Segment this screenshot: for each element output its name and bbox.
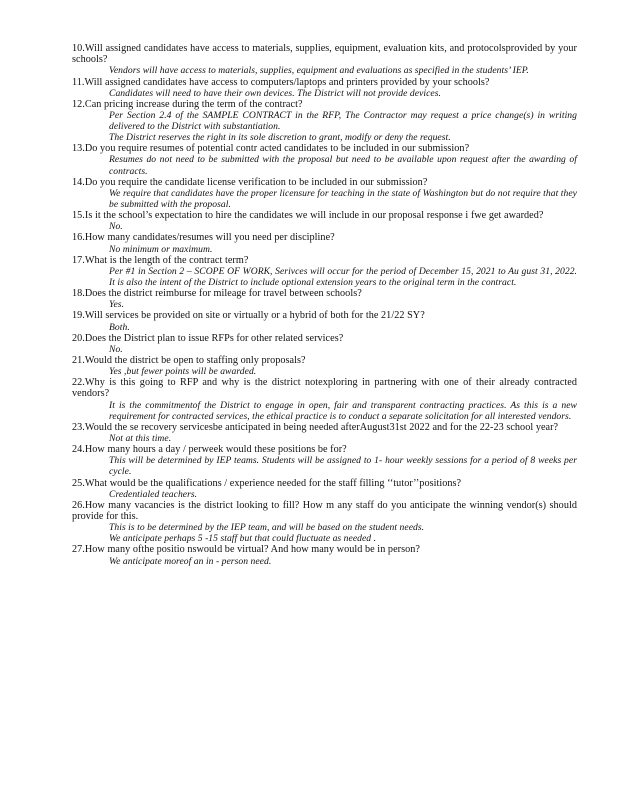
qa-item: [72, 99, 577, 143]
question-text: 20.Does the District plan to issue RFPs for other related services?: [72, 332, 344, 344]
qa-item: [72, 444, 577, 477]
question-text: 14.Do you require the candidate license verification to be included in our submission?: [72, 176, 428, 188]
question-text: 17.What is the length of the contract term?: [72, 254, 249, 266]
question-text: 22.Why is this going to RFP and why is the district notexploring in partnering with one of their already contracted vendors?: [72, 377, 577, 400]
answer-text: No.: [109, 343, 123, 355]
question-text: 16.How many candidates/resumes will you need per discipline?: [72, 232, 335, 244]
answer-text: Candidates will need to have their own devices. The District will not provide devices.: [109, 87, 441, 99]
answer-text: Not at this time.: [109, 433, 172, 445]
qa-item: [72, 210, 577, 232]
answer-text: It is the commitmentof the District to engage in open, fair and transparent contracting practices. As this is a new requirement for contracted services, the ethical practice is to conduct a separate solicitation for all interested vendors.: [109, 399, 577, 422]
question-text: 11.Will assigned candidates have access to computers/laptops and printers provided by your schools?: [72, 76, 490, 88]
qa-list: [72, 43, 577, 567]
question-text: 24.How many hours a day / perweek would these positions be for?: [72, 444, 347, 456]
answer-text: No minimum or maximum.: [109, 243, 213, 255]
answer-text: Per Section 2.4 of the SAMPLE CONTRACT in the RFP, The Contractor may request a price change(s) in writing delivered to the District with substantiation.: [109, 110, 577, 133]
answer-text: Yes.: [109, 299, 125, 311]
qa-item: [72, 333, 577, 355]
qa-item: [72, 355, 577, 377]
qa-item: [72, 500, 577, 545]
qa-item: [72, 310, 577, 332]
answer-text: The District reserves the right in its sole discretion to grant, modify or deny the request.: [109, 132, 451, 144]
qa-item: [72, 255, 577, 288]
answer-text: We anticipate moreof an in - person need.: [109, 555, 272, 567]
qa-item: [72, 377, 577, 422]
qa-item: [72, 143, 577, 176]
question-text: 13.Do you require resumes of potential contr acted candidates to be included in our submission?: [72, 143, 470, 155]
qa-item: [72, 177, 577, 210]
answer-text: This will be determined by IEP teams. Students will be assigned to 1- hour weekly sessions for a period of 8 weeks per cycle.: [109, 455, 577, 478]
question-text: 27.How many ofthe positio nswould be virtual? And how many would be in person?: [72, 544, 420, 556]
qa-item: [72, 288, 577, 310]
question-text: 12.Can pricing increase during the term of the contract?: [72, 98, 303, 110]
question-text: 18.Does the district reimburse for mileage for travel between schools?: [72, 288, 362, 300]
question-text: 25.What would be the qualifications / experience needed for the staff filling ‘‘tutor’’positions?: [72, 477, 462, 489]
answer-text: Resumes do not need to be submitted with the proposal but need to be available upon request after the awarding of contracts.: [109, 154, 577, 177]
qa-item: [72, 478, 577, 500]
question-text: 10.Will assigned candidates have access to materials, supplies, equipment, evaluation kits, and protocolsprovided by your schools?: [72, 43, 577, 66]
answer-text: Vendors will have access to materials, supplies, equipment and evaluations as specified in the students’ IEP.: [109, 65, 529, 77]
answer-text: We anticipate perhaps 5 -15 staff but that could fluctuate as needed .: [109, 533, 377, 545]
question-text: 23.Would the se recovery servicesbe anticipated in being needed afterAugust31st 2022 and for the 22-23 school year?: [72, 421, 559, 433]
answer-text: We require that candidates have the proper licensure for teaching in the state of Washington but do not require that they be submitted with the proposal.: [109, 187, 577, 210]
question-text: 19.Will services be provided on site or virtually or a hybrid of both for the 21/22 SY?: [72, 310, 425, 322]
answer-text: This is to be determined by the IEP team, and will be based on the student needs.: [109, 522, 425, 534]
qa-item: [72, 544, 577, 566]
qa-item: [72, 77, 577, 99]
question-text: 15.Is it the school’s expectation to hire the candidates we will include in our proposal response i fwe get awarded?: [72, 210, 544, 222]
answer-text: Both.: [109, 321, 130, 333]
answer-text: Credentialed teachers.: [109, 488, 198, 500]
answer-text: Yes ,but fewer points will be awarded.: [109, 366, 257, 378]
qa-item: [72, 43, 577, 77]
qa-item: [72, 232, 577, 254]
question-text: 26.How many vacancies is the district looking to fill? How m any staff do you anticipate the winning vendor(s) should provide for this.: [72, 499, 577, 523]
answer-text: Per #1 in Section 2 – SCOPE OF WORK, Serivces will occur for the period of December 15, 2021 to Au gust 31, 2022. It is also the intent of the District to include optional extension years to the original term in the contract.: [109, 265, 577, 288]
question-text: 21.Would the district be open to staffing only proposals?: [72, 354, 306, 366]
answer-text: No.: [109, 221, 123, 233]
qa-item: [72, 422, 577, 444]
